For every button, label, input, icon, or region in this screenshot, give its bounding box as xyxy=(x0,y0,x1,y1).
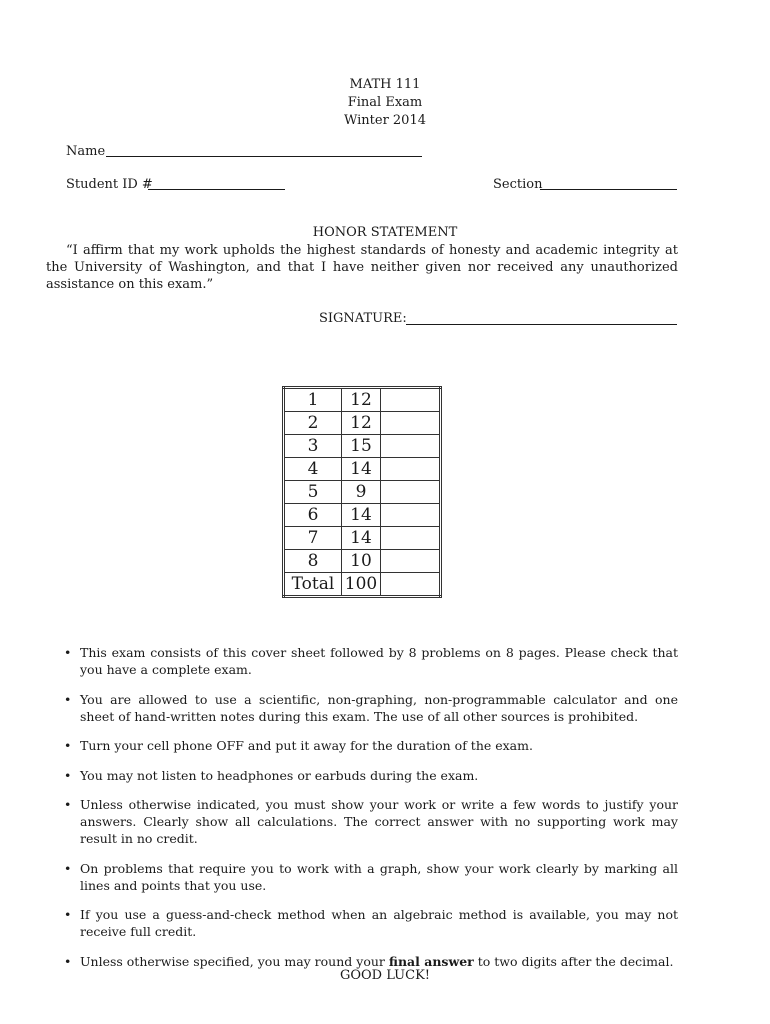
problem-points: 100 xyxy=(342,573,381,597)
honor-statement-title: HONOR STATEMENT xyxy=(312,225,458,240)
instruction-text: If you use a guess-and-check method when an algebraic method is available, you may not receive full credit. xyxy=(80,907,678,939)
instructions-list xyxy=(56,644,678,982)
bullet-icon: • xyxy=(64,860,72,876)
name-field[interactable] xyxy=(106,156,422,157)
instruction-item xyxy=(56,644,678,678)
score-row xyxy=(284,550,441,573)
instruction-item xyxy=(56,953,678,970)
instruction-item xyxy=(56,767,678,784)
bullet-icon: • xyxy=(64,797,72,812)
score-entry-cell[interactable] xyxy=(381,527,441,550)
bullet-icon: • xyxy=(64,767,72,783)
problem-number: 6 xyxy=(284,504,342,527)
score-row xyxy=(284,412,441,435)
score-row xyxy=(284,527,441,550)
score-row xyxy=(284,435,441,458)
score-row xyxy=(284,458,441,481)
problem-points: 15 xyxy=(342,435,381,458)
student-id-label: Student ID # xyxy=(66,177,153,192)
problem-points: 14 xyxy=(342,458,381,481)
good-luck-text: GOOD LUCK! xyxy=(339,968,431,983)
score-entry-cell[interactable] xyxy=(381,435,441,458)
name-label: Name xyxy=(66,144,106,159)
course-title: MATH 111 xyxy=(349,77,421,92)
instruction-item xyxy=(56,906,678,940)
problem-points: 14 xyxy=(342,527,381,550)
signature-label: SIGNATURE: xyxy=(319,311,407,326)
exam-header xyxy=(0,76,770,130)
problem-number: 4 xyxy=(284,458,342,481)
exam-title: Final Exam xyxy=(347,95,423,110)
bullet-icon: • xyxy=(64,907,72,922)
instruction-text: Unless otherwise indicated, you must show your work or write a few words to justify your answers. Clearly show all calculations. The correct answer with no supporting work may result in no credit. xyxy=(80,797,678,846)
bullet-icon: • xyxy=(64,738,72,753)
score-entry-cell[interactable] xyxy=(381,412,441,435)
score-entry-cell[interactable] xyxy=(381,481,441,504)
instruction-text: Turn your cell phone OFF and put it away for the duration of the exam. xyxy=(80,738,533,753)
instruction-text: On problems that require you to work with a graph, show your work clearly by marking all lines and points that you use. xyxy=(80,860,678,893)
score-entry-cell[interactable] xyxy=(381,550,441,573)
bullet-icon: • xyxy=(64,645,72,660)
score-row xyxy=(284,481,441,504)
problem-number: 5 xyxy=(284,481,342,504)
problem-number: 2 xyxy=(284,412,342,435)
exam-term: Winter 2014 xyxy=(343,113,426,128)
score-row xyxy=(284,388,441,412)
student-id-field[interactable] xyxy=(148,189,285,190)
signature-field[interactable] xyxy=(406,324,677,325)
honor-statement-text: “I affirm that my work upholds the highest standards of honesty and academic integrity at the University of Washington, and that I have neither given nor received any unauthorized assistance on this exam.” xyxy=(46,243,678,292)
instruction-text: You are allowed to use a scientific, non-graphing, non-programmable calculator and one sheet of hand-written notes during this exam. The use of all other sources is prohibited. xyxy=(80,691,678,724)
section-label: Section xyxy=(493,177,543,192)
problem-number: 1 xyxy=(284,388,342,412)
instruction-text: to two digits after the decimal. xyxy=(473,953,674,969)
problem-points: 12 xyxy=(342,412,381,435)
instruction-text: This exam consists of this cover sheet followed by 8 problems on 8 pages. Please check that you have a complete exam. xyxy=(80,645,678,677)
instruction-item xyxy=(56,737,678,754)
instruction-item xyxy=(56,691,678,725)
problem-points: 12 xyxy=(342,388,381,412)
problem-number: 7 xyxy=(284,527,342,550)
score-entry-cell[interactable] xyxy=(381,458,441,481)
bullet-icon: • xyxy=(64,953,72,969)
problem-number: 3 xyxy=(284,435,342,458)
bullet-icon: • xyxy=(64,691,72,707)
problem-number: Total xyxy=(284,573,342,597)
instruction-text: You may not listen to headphones or earbuds during the exam. xyxy=(80,767,479,783)
problem-number: 8 xyxy=(284,550,342,573)
problem-points: 10 xyxy=(342,550,381,573)
score-row xyxy=(284,504,441,527)
score-row xyxy=(284,573,441,597)
problem-points: 14 xyxy=(342,504,381,527)
score-entry-cell[interactable] xyxy=(381,388,441,412)
section-field[interactable] xyxy=(540,189,677,190)
score-entry-cell[interactable] xyxy=(381,573,441,597)
instruction-emphasis: final answer xyxy=(388,953,474,969)
instruction-item xyxy=(56,796,678,847)
score-entry-cell[interactable] xyxy=(381,504,441,527)
instruction-item xyxy=(56,860,678,894)
instruction-text: Unless otherwise specified, you may round your xyxy=(80,953,389,969)
problem-points: 9 xyxy=(342,481,381,504)
score-table xyxy=(282,386,442,598)
